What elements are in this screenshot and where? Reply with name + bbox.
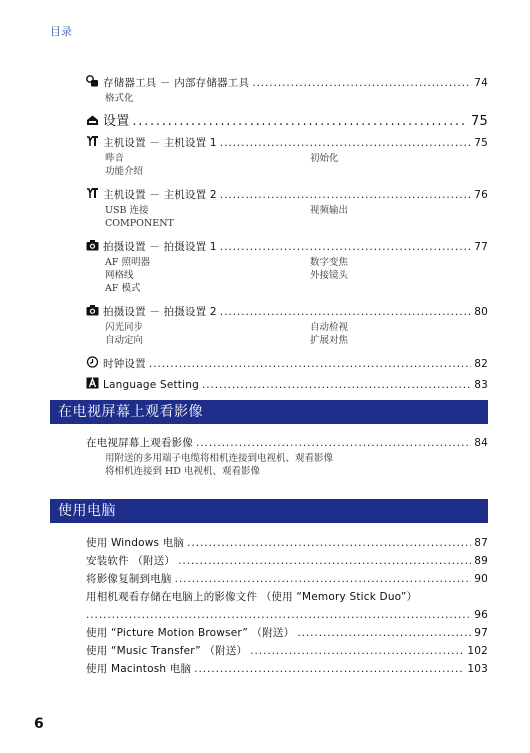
toc-subitem: 将相机连接到 HD 电视机、观看影像 (105, 466, 260, 477)
toc-entry-page: 74 (474, 77, 488, 89)
leader-dots (250, 642, 464, 660)
toc-entry-page: 80 (474, 306, 488, 318)
leader-dots (175, 570, 472, 588)
toc-subitems (86, 152, 488, 178)
toc-entry-page: 97 (474, 627, 488, 639)
toc-entry-page: 90 (474, 573, 488, 585)
toc-subitems (86, 204, 488, 230)
toc-entry-title: 主机设置 － 主机设置 2 (103, 189, 217, 201)
main-settings-icon (86, 187, 99, 198)
language-icon (86, 377, 99, 388)
toc-subitem (310, 165, 460, 178)
toc-entry-page: 76 (474, 189, 488, 201)
toc-subitem: AF 照明器 (105, 257, 150, 268)
leader-dots (220, 305, 471, 320)
toc-subitem: 数字变焦 (310, 257, 349, 268)
section-pc (86, 534, 488, 678)
spacer (86, 393, 488, 397)
leader-dots (194, 660, 464, 678)
memory-tool-icon (86, 75, 99, 86)
toc-subitems (86, 452, 488, 478)
toc-entry[interactable] (86, 552, 488, 570)
toc-entry-title: 主机设置 － 主机设置 1 (103, 137, 217, 149)
leader-dots (220, 240, 471, 255)
toc-entry-title: 设置 (103, 114, 130, 129)
leader-dots (86, 606, 471, 624)
toc-subitem: 外接镜头 (310, 270, 349, 281)
toc-subitems (86, 256, 488, 295)
toc-entry-page: 82 (474, 358, 488, 370)
leader-dots (149, 357, 471, 372)
toc-subitem: 格式化 (105, 93, 134, 104)
toc-subitem: 自动检视 (310, 322, 349, 333)
toc-entry-title: 在电视屏幕上观看影像 (86, 437, 193, 449)
toc-entry-page: 87 (474, 537, 488, 549)
toc-entry-page: 96 (474, 609, 488, 621)
page-number: 6 (34, 716, 44, 732)
toc-entry[interactable] (86, 113, 488, 130)
toc-subitem: 闪光同步 (105, 322, 144, 333)
toc-entry-page: 102 (467, 645, 488, 657)
leader-dots (187, 534, 471, 552)
toc-subitem: 哔音 (105, 153, 125, 164)
toc-entry-title: 将影像复制到电脑 (86, 573, 172, 585)
toc-entry[interactable] (86, 134, 488, 151)
toc-entry-title: 使用 Windows 电脑 (86, 537, 185, 549)
toc-entry[interactable] (86, 186, 488, 203)
toc-entry-page: 103 (467, 663, 488, 675)
toc-entry-title: 使用 Macintosh 电脑 (86, 663, 192, 675)
toc-subitem: 视频输出 (310, 205, 349, 216)
toc-entry[interactable] (86, 606, 488, 624)
toc-entry-title: 安装软件 （附送） (86, 555, 176, 567)
toc-entry[interactable] (86, 642, 488, 660)
toc-entry[interactable] (86, 238, 488, 255)
toc-subitem: USB 连接 (105, 205, 149, 216)
toc-entry-title: 存储器工具 － 内部存储器工具 (103, 77, 250, 89)
leader-dots (202, 378, 471, 393)
toc-entry-page: 75 (471, 114, 488, 129)
toc-subitems (86, 321, 488, 347)
camera-icon (86, 239, 99, 250)
toc-subitems (86, 92, 488, 105)
leader-dots (196, 436, 471, 451)
camera-icon (86, 304, 99, 315)
leader-dots (252, 76, 471, 91)
toc-subitem: 扩展对焦 (310, 335, 349, 346)
section-header-tv: 在电视屏幕上观看影像 (50, 400, 488, 424)
leader-dots (220, 136, 471, 151)
toc-subitem (310, 217, 460, 230)
toc-entry-title: 使用 “Music Transfer” （附送） (86, 645, 248, 657)
toc-list (86, 74, 488, 397)
toc-entry-page: 84 (474, 437, 488, 449)
clock-icon (86, 356, 99, 367)
toc-entry-tv[interactable] (86, 436, 488, 451)
toc-subitem: 初始化 (310, 153, 339, 164)
setup-icon (86, 114, 99, 125)
toc-entry-title: 拍摄设置 － 拍摄设置 1 (103, 241, 217, 253)
toc-entry-page: 89 (474, 555, 488, 567)
toc-entry-title: 使用 “Picture Motion Browser” （附送） (86, 627, 295, 639)
leader-dots (178, 552, 471, 570)
leader-dots (132, 113, 468, 130)
toc-entry[interactable] (86, 588, 488, 606)
toc-subitem: 自动定向 (105, 335, 144, 346)
toc-link[interactable]: 目录 (50, 25, 72, 38)
section-header-pc: 使用电脑 (50, 499, 488, 523)
toc-entry-page: 77 (474, 241, 488, 253)
main-settings-icon (86, 135, 99, 146)
toc-entry-page: 83 (474, 379, 488, 391)
leader-dots (220, 188, 471, 203)
section-tv (86, 436, 488, 486)
toc-subitem (310, 282, 460, 295)
toc-entry[interactable] (86, 376, 488, 393)
toc-entry-title: Language Setting (103, 379, 199, 391)
toc-subitem: 网格线 (105, 270, 134, 281)
toc-entry[interactable] (86, 355, 488, 372)
toc-entry[interactable] (86, 74, 488, 91)
toc-subitem: 功能介绍 (105, 166, 144, 177)
toc-entry[interactable] (86, 660, 488, 678)
toc-entry[interactable] (86, 534, 488, 552)
toc-entry-title: 用相机观看存储在电脑上的影像文件 （使用 “Memory Stick Duo”） (86, 591, 418, 603)
toc-entry[interactable] (86, 624, 488, 642)
toc-entry[interactable] (86, 303, 488, 320)
toc-subitem: AF 模式 (105, 283, 141, 294)
toc-subitem: 用附送的多用端子电缆将相机连接到电视机、观看影像 (105, 453, 334, 464)
toc-subitem: COMPONENT (105, 218, 174, 229)
toc-entry-page: 75 (474, 137, 488, 149)
toc-entry-title: 时钟设置 (103, 358, 146, 370)
toc-entry-title: 拍摄设置 － 拍摄设置 2 (103, 306, 217, 318)
leader-dots (297, 624, 471, 642)
toc-entry[interactable] (86, 570, 488, 588)
